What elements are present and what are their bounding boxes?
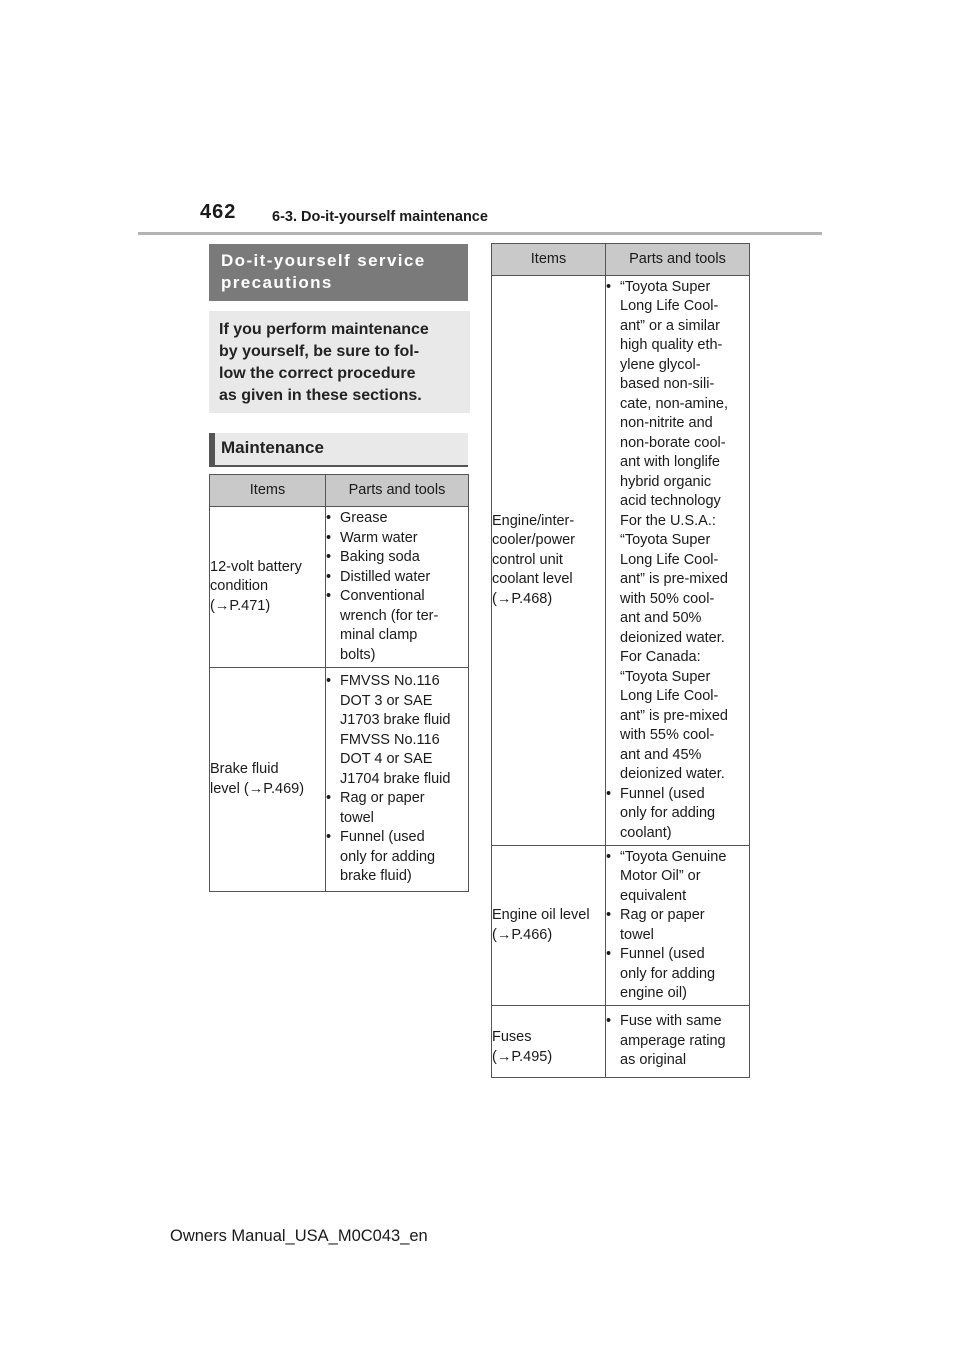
parts-cell [326,507,469,668]
part-line: Motor Oil” or [620,868,701,884]
part-line: acid technology [620,493,721,510]
section-title: 6-3. Do-it-yourself maintenance [272,209,488,225]
part-line: towel [620,926,654,943]
part-line: ant and 45% [620,746,702,763]
bullet-icon: • [326,529,332,546]
part-line: hybrid organic [620,473,712,490]
part-line: with 55% cool- [620,727,715,744]
page-ref-link[interactable]: P.466) [511,926,553,943]
intro-line: by yourself, be sure to fol- [219,343,420,360]
part-line: “Toyota Super [620,668,711,685]
parts-cell [606,1006,750,1078]
item-ref: (→P.466) [492,926,553,943]
part-line: non-borate cool- [620,434,726,451]
table-row [210,668,469,892]
column-header-parts: Parts and tools [606,244,750,276]
part-line: Distilled water [340,568,431,585]
part-line: equivalent [620,887,687,904]
parts-list [606,278,749,844]
bullet-icon: • [326,790,332,807]
maintenance-heading: Maintenance [209,433,468,467]
item-line: coolant level [492,571,573,588]
intro-line: as given in these sections. [219,387,422,404]
part-line: wrench (for ter- [340,607,439,624]
part-line: FMVSS No.116 [340,673,440,690]
parts-list [606,848,749,1004]
page-ref-link[interactable]: P.495) [511,1048,553,1065]
item-line: Engine/inter- [492,512,575,529]
list-item [606,785,749,844]
part-line: Funnel (used [620,785,705,802]
part-line: only for adding [620,965,716,982]
part-line: FMVSS No.116 [340,731,440,748]
bullet-icon: • [606,907,612,923]
part-line: J1703 brake fluid [340,712,451,729]
list-item [606,906,749,945]
bullet-icon: • [326,510,332,526]
header-rule [138,232,822,235]
bullet-icon: • [606,1013,612,1030]
item-line: Brake fluid [210,761,279,777]
part-line: Baking soda [340,549,420,565]
item-ref: (→P.471) [210,597,271,614]
part-line: Fuse with same [620,1013,722,1030]
part-line: Rag or paper [620,907,705,923]
part-line: as original [620,1052,687,1069]
banner-line: precautions [221,273,333,292]
intro-line: If you perform maintenance [219,321,429,338]
bullet-icon: • [326,588,332,604]
arrow-icon: → [496,590,512,607]
item-line: level ( [210,780,249,797]
part-line: Funnel (used [620,946,705,962]
part-line: deionized water. [620,629,725,646]
table-row [492,276,750,846]
bullet-icon: • [326,568,332,585]
item-line: control unit [492,551,563,568]
list-item [326,672,468,789]
intro-line: low the correct procedure [219,365,416,382]
table-row [492,846,750,1006]
bullet-icon: • [606,278,612,295]
part-line: DOT 4 or SAE [340,751,433,768]
parts-cell [326,668,469,892]
part-line: only for adding [340,848,436,865]
table-row [210,507,469,668]
list-item [326,529,468,549]
item-ref [210,780,325,800]
part-line: Long Life Cool- [620,688,719,705]
part-line: high quality eth- [620,337,723,354]
page-ref-link[interactable]: P.468) [511,590,553,607]
bullet-icon: • [606,785,612,802]
arrow-icon: → [496,926,512,943]
part-line: Warm water [340,529,418,546]
item-line: condition [210,578,269,595]
item-line: Fuses [492,1029,532,1045]
part-line: bolts) [340,646,376,663]
page-ref-link[interactable]: P.469) [263,780,305,797]
part-line: deionized water. [620,766,725,783]
parts-list [326,509,468,665]
part-line: “Toyota Super [620,532,711,549]
part-line: Grease [340,510,388,526]
arrow-icon: → [214,597,230,614]
list-item [606,1012,749,1071]
part-line: towel [340,809,374,826]
item-cell [210,668,326,892]
part-line: non-nitrite and [620,415,713,432]
item-cell [210,507,326,668]
arrow-icon: → [496,1048,512,1065]
part-line: ant” is pre-mixed [620,571,728,588]
banner-line: Do-it-yourself service [221,251,426,270]
document-footer: Owners Manual_USA_M0C043_en [170,1227,428,1245]
part-line: ant” is pre-mixed [620,707,728,724]
column-header-parts: Parts and tools [326,475,469,507]
part-line: cate, non-amine, [620,395,729,412]
part-line: coolant) [620,824,672,841]
maintenance-table-right [491,243,750,1078]
arrow-icon: → [248,780,264,797]
item-line: cooler/power [492,532,576,549]
part-line: For the U.S.A.: [620,512,716,529]
item-cell [492,1006,606,1078]
list-item [606,278,749,785]
part-line: minal clamp [340,627,418,643]
bullet-icon: • [606,946,612,962]
parts-list [606,1012,749,1071]
part-line: ant with longlife [620,454,720,471]
page-number: 462 [200,201,237,223]
part-line: engine oil) [620,985,687,1001]
item-cell [492,846,606,1006]
part-line: ant and 50% [620,610,702,627]
parts-list [326,672,468,887]
table-row [492,1006,750,1078]
part-line: Long Life Cool- [620,298,719,315]
part-line: For Canada: [620,649,701,666]
list-item [326,568,468,588]
intro-box [209,311,470,413]
part-line: amperage rating [620,1032,726,1049]
parts-cell [606,846,750,1006]
page-ref-link[interactable]: P.471 [229,597,266,614]
part-line: J1704 brake fluid [340,770,451,787]
item-ref: (→P.468) [492,590,553,607]
item-line: 12-volt battery [210,558,302,575]
list-item [326,548,468,568]
list-item [326,509,468,529]
part-line: Conventional [340,588,425,604]
list-item [606,848,749,907]
part-line: with 50% cool- [620,590,715,607]
column-header-items: Items [492,244,606,276]
section-banner [209,244,468,301]
part-line: ant” or a similar [620,317,720,334]
list-item [606,945,749,1004]
part-line: ylene glycol- [620,356,701,373]
item-ref: (→P.495) [492,1048,553,1065]
list-item [326,828,468,887]
bullet-icon: • [326,829,332,846]
part-line: “Toyota Genuine [620,848,727,865]
part-line: Long Life Cool- [620,551,719,568]
column-header-items: Items [210,475,326,507]
part-line: Funnel (used [340,829,425,846]
part-line: only for adding [620,805,716,822]
part-line: “Toyota Super [620,278,711,295]
part-line: based non-sili- [620,376,715,393]
item-line: Engine oil level [492,907,590,923]
item-cell [492,276,606,846]
part-line: Rag or paper [340,790,425,807]
bullet-icon: • [326,549,332,565]
parts-cell [606,276,750,846]
bullet-icon: • [606,848,612,865]
part-line: DOT 3 or SAE [340,692,433,709]
part-line: brake fluid) [340,868,412,885]
maintenance-table-left [209,474,469,892]
list-item [326,587,468,665]
list-item [326,789,468,828]
bullet-icon: • [326,673,332,690]
